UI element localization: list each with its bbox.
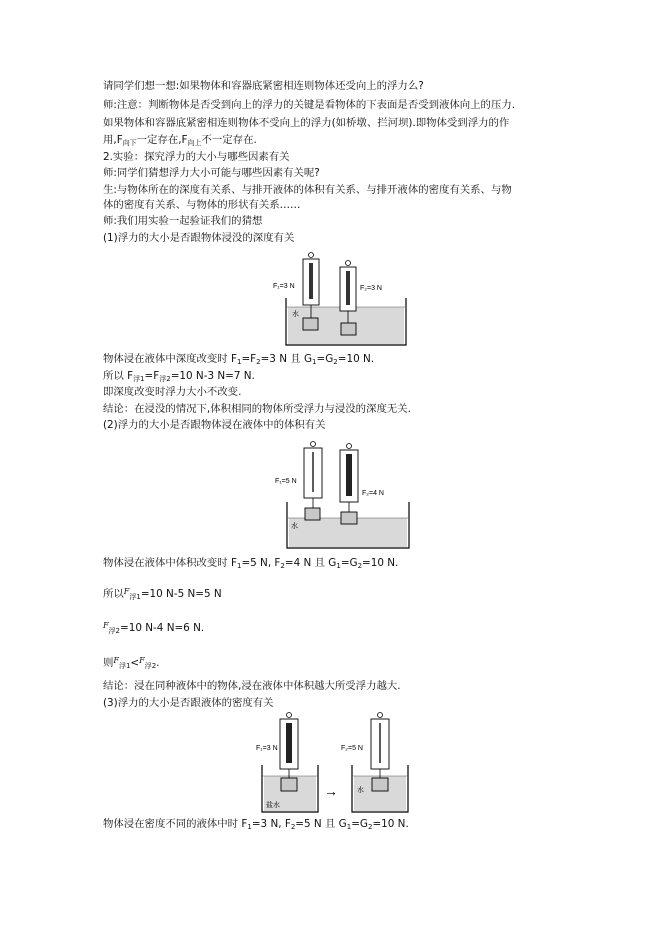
subsection-heading: (2)浮力的大小是否跟物体浸在液体中的体积有关 <box>103 419 326 431</box>
f1-label: F₁=3 N <box>256 745 278 752</box>
text-span: =10 N-3 N=7 N. <box>170 370 255 382</box>
subscript: 浮2 <box>108 627 121 635</box>
subsection-heading: (1)浮力的大小是否跟物体浸没的深度有关 <box>103 232 295 244</box>
text-span: =F <box>144 370 160 382</box>
subscript: 1 <box>247 823 252 831</box>
water-label: 水 <box>357 787 364 794</box>
conclusion-line: 结论：浸在同种液体中的物体,浸在液体中体积越大所受浮力越大. <box>103 680 401 692</box>
text-span: =F <box>241 353 257 365</box>
f2-label: F₂=5 N <box>341 745 363 752</box>
subscript: 1 <box>346 823 352 831</box>
text-span: 用,F <box>103 134 123 146</box>
subscript: 2 <box>333 358 338 366</box>
text-span: =10 N. <box>362 557 399 569</box>
text-line: 师:注意：判断物体是否受到向上的浮力的关键是看物体的下表面是否受到液体向上的压力. <box>103 99 516 111</box>
text-span: =G <box>340 557 358 569</box>
text-span: 物体浸在密度不同的液体中时 F <box>103 818 248 830</box>
text-span: =G <box>351 818 368 830</box>
f1-label: F₁=3 N <box>273 283 295 290</box>
text-span: =4 N 且 G <box>284 557 337 569</box>
subscript: 浮1 <box>129 593 141 601</box>
text-line <box>103 818 409 834</box>
f2-label: F₂=3 N <box>360 285 382 292</box>
formula-symbol: F <box>123 587 130 596</box>
text-line: 即深度改变时浮力大小不改变. <box>103 386 242 398</box>
figure-volume-experiment <box>272 440 414 550</box>
subscript: 2 <box>367 823 373 831</box>
spring-scale-2 <box>340 444 358 513</box>
text-span: =10 N. <box>337 353 375 365</box>
text-line <box>103 619 204 638</box>
subscript: 1 <box>336 562 341 570</box>
figure-density-experiment <box>250 710 420 813</box>
text-span: 则 <box>103 657 114 669</box>
water-label: 水 <box>291 523 298 530</box>
subscript: 2 <box>357 562 363 570</box>
conclusion-line: 结论：在浸没的情况下,体积相同的物体所受浮力与浸没的深度无关. <box>103 403 411 415</box>
subscript: 向下 <box>122 139 137 147</box>
text-span: =5 N, F <box>241 557 281 569</box>
spring-scale-1 <box>280 713 298 779</box>
text-span: 所以 F <box>103 370 134 382</box>
subscript: 1 <box>236 562 242 570</box>
text-line <box>103 370 255 386</box>
text-span: =3 N, F <box>251 818 291 830</box>
text-line <box>103 134 257 150</box>
arrow-icon: → <box>324 783 338 799</box>
subscript: 向上 <box>187 139 202 147</box>
formula-symbol: F <box>103 621 109 630</box>
text-line: 请同学们想一想:如果物体和容器底紧密相连则物体还受向上的浮力么? <box>103 80 424 92</box>
text-span: 不一定存在. <box>201 134 257 146</box>
text-span: =10 N-4 N=6 N. <box>120 622 205 634</box>
subscript: 2 <box>290 823 296 831</box>
text-line <box>103 557 398 573</box>
text-line: 师:同学们猜想浮力大小可能与哪些因素有关呢? <box>103 167 320 179</box>
text-span: 物体浸在液体中深度改变时 F <box>103 353 237 365</box>
brine-label: 盐水 <box>266 802 280 809</box>
text-span: =10 N-5 N=5 N <box>140 588 222 600</box>
figure-depth-experiment <box>270 250 410 346</box>
f1-label: F₁=5 N <box>275 478 297 485</box>
subscript: 2 <box>280 562 285 570</box>
formula-symbol: F <box>113 656 119 665</box>
text-line <box>103 353 374 369</box>
text-span: 物体浸在液体中体积改变时 F <box>103 557 237 569</box>
subscript: 浮1 <box>133 375 145 383</box>
text-line <box>103 654 159 673</box>
section-heading: 2.实验：探究浮力的大小与哪些因素有关 <box>103 151 290 163</box>
water-label: 水 <box>292 311 299 318</box>
text-span: =5 N 且 G <box>295 818 347 830</box>
text-line <box>103 585 222 604</box>
subscript: 浮2 <box>159 375 171 383</box>
spring-scale-1 <box>304 442 322 509</box>
text-span: 一定存在,F <box>136 134 188 146</box>
subscript: 浮1 <box>118 662 131 670</box>
text-span: . <box>156 657 160 669</box>
f2-label: F₂=4 N <box>362 490 384 497</box>
text-line: 如果物体和容器底紧密相连则物体不受向上的浮力(如桥墩、拦河坝).即物体受到浮力的作 <box>103 117 510 129</box>
text-line: 师:我们用实验一起验证我们的猜想 <box>103 215 263 227</box>
subsection-heading: (3)浮力的大小是否跟液体的密度有关 <box>103 697 274 709</box>
subscript: 浮2 <box>144 662 157 670</box>
text-span: 所以 <box>103 588 124 600</box>
formula-symbol: F <box>139 656 145 665</box>
text-span: < <box>130 657 140 669</box>
text-span: =3 N 且 G <box>260 353 313 365</box>
text-span: =10 N. <box>372 818 409 830</box>
spring-scale-2 <box>371 713 389 779</box>
text-line: 生:与物体所在的深度有关系、与排开液体的体积有关系、与排开液体的密度有关系、与物 <box>103 184 512 196</box>
subscript: 1 <box>312 358 317 366</box>
text-span: =G <box>316 353 334 365</box>
text-line: 体的密度有关系、与物体的形状有关系…… <box>103 199 301 211</box>
subscript: 1 <box>236 358 242 366</box>
subscript: 2 <box>256 358 261 366</box>
